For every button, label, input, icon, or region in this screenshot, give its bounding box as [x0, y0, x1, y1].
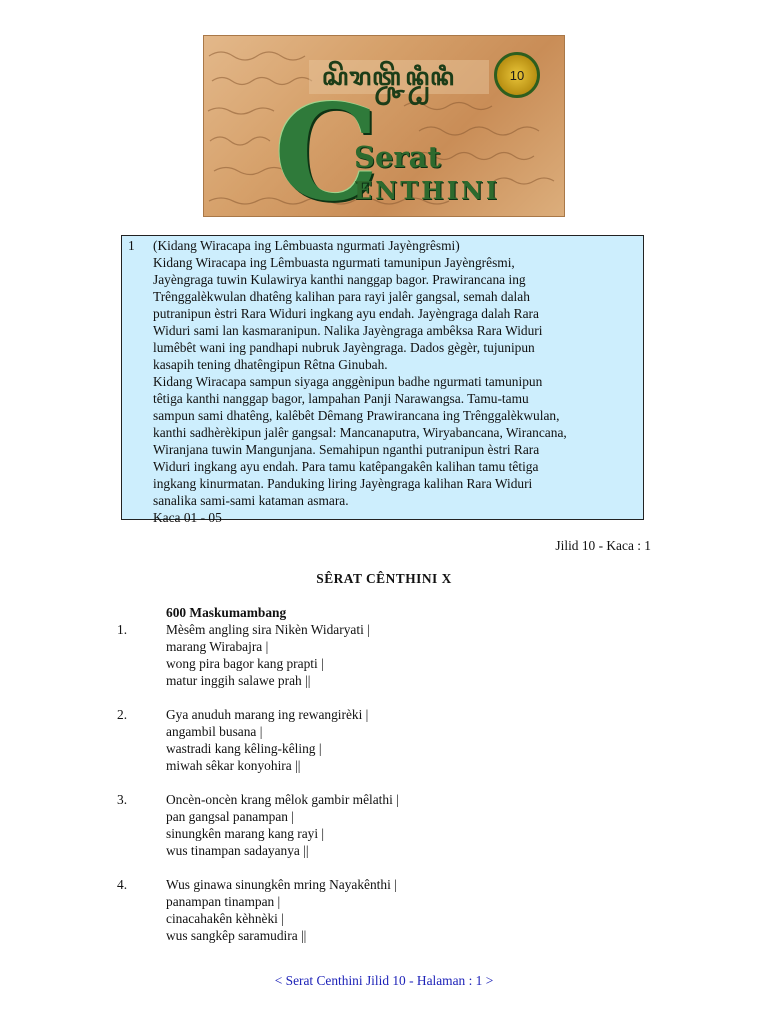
summary-line: Jayèngraga tuwin Kulawirya kanthi nanggap bagor. Prawirancana ing: [153, 272, 526, 287]
summary-line: (Kidang Wiracapa ing Lêmbuasta ngurmati Jayèngrêsmi): [153, 238, 460, 253]
serat-centhini-banner: [203, 35, 565, 217]
summary-line: sanalika sami-sami kataman asmara.: [153, 493, 349, 508]
summary-line: Wiranjana tuwin Mangunjana. Semahipun nganthi putranipun èstri Rara: [153, 442, 540, 457]
stanza-line: wong pira bagor kang prapti |: [166, 656, 324, 671]
summary-box: [121, 235, 644, 525]
stanza-line: sinungkên marang kang rayi |: [166, 826, 325, 841]
stanza: [117, 706, 399, 774]
summary-line: kasapih tening dhatêngipun Rêtna Ginubah.: [153, 357, 388, 372]
summary-body: [153, 237, 637, 526]
summary-line: têtiga kanthi nanggap bagor, lampahan Panji Narawangsa. Tamu-tamu: [153, 391, 529, 406]
summary-line: Kidang Wiracapa ing Lêmbuasta ngurmati tamunipun Jayèngrêsmi,: [153, 255, 515, 270]
stanza-line: pan gangsal panampan |: [166, 809, 294, 824]
summary-line: ingkang kinurmatan. Panduking liring Jayèngraga kalihan Rara Widuri: [153, 476, 533, 491]
volume-page-reference: Jilid 10 - Kaca : 1: [555, 538, 651, 553]
page-footer: < Serat Centhini Jilid 10 - Halaman : 1 >: [274, 973, 494, 988]
canto-heading: 600 Maskumambang: [166, 605, 287, 620]
stanza-line: Wus ginawa sinungkên mring Nayakênthi |: [166, 877, 397, 892]
stanza-line: marang Wirabajra |: [166, 639, 269, 654]
stanza-line: Mèsêm angling sira Nikèn Widaryati |: [166, 622, 370, 637]
document-title: SÊRAT CÊNTHINI X: [316, 571, 452, 586]
stanza: [117, 791, 399, 859]
summary-line: kanthi sadhèrèkipun jalêr gangsal: Mancanaputra, Wiryabancana, Wirancana,: [153, 425, 567, 440]
stanza-line: Gya anuduh marang ing rewangirèki |: [166, 707, 369, 722]
volume-badge: 10: [494, 52, 540, 98]
stanza-line: panampan tinampan |: [166, 894, 281, 909]
stanza-line: cinacahakên kèhnèki |: [166, 911, 284, 926]
stanza: [117, 621, 399, 689]
stanza-number: 2.: [117, 707, 128, 722]
summary-line: lumêbêt wani ing pandhapi nubruk Jayèngraga. Dados gègèr, tujunipun: [153, 340, 535, 355]
summary-number: 1: [128, 238, 135, 253]
stanza-line: wus tinampan sadayanya ||: [166, 843, 309, 858]
summary-line: sampun sami dhatêng, kalêbêt Dêmang Prawirancana ing Trênggalèkwulan,: [153, 408, 560, 423]
logo-word-serat: Serat: [354, 140, 441, 174]
javanese-script-title: ꦱꦼꦫꦠ꧀ꦕꦼꦤ꧀ꦛꦶꦤꦶ: [322, 62, 455, 91]
stanza-number: 4.: [117, 877, 128, 892]
stanza-line: Oncèn-oncèn krang mêlok gambir mêlathi |: [166, 792, 399, 807]
stanza-number: 3.: [117, 792, 128, 807]
summary-line: Kaca 01 - 05: [153, 510, 222, 525]
stanza: [117, 876, 399, 944]
summary-line: Widuri ingkang ayu endah. Para tamu katêpangakên kalihan tamu têtiga: [153, 459, 539, 474]
poem: [117, 604, 399, 961]
stanza-line: miwah sêkar konyohira ||: [166, 758, 301, 773]
stanza-line: wus sangkêp saramudira ||: [166, 928, 307, 943]
logo-letter-c: C: [274, 76, 380, 217]
summary-line: Widuri sami lan kasmaranipun. Nalika Jayèngraga ambêksa Rara Widuri: [153, 323, 543, 338]
stanza-number: 1.: [117, 622, 128, 637]
logo-word-centhini: ENTHINI: [354, 176, 501, 205]
summary-line: putranipun èstri Rara Widuri ingkang ayu endah. Jayèngraga dalah Rara: [153, 306, 539, 321]
summary-line: Kidang Wiracapa sampun siyaga anggènipun badhe ngurmati tamunipun: [153, 374, 543, 389]
stanza-line: matur inggih salawe prah ||: [166, 673, 311, 688]
stanza-line: wastradi kang kêling-kêling |: [166, 741, 322, 756]
stanza-line: angambil busana |: [166, 724, 263, 739]
summary-line: Trênggalèkwulan dhatêng kalihan para rayi jalêr gangsal, semah dalah: [153, 289, 530, 304]
